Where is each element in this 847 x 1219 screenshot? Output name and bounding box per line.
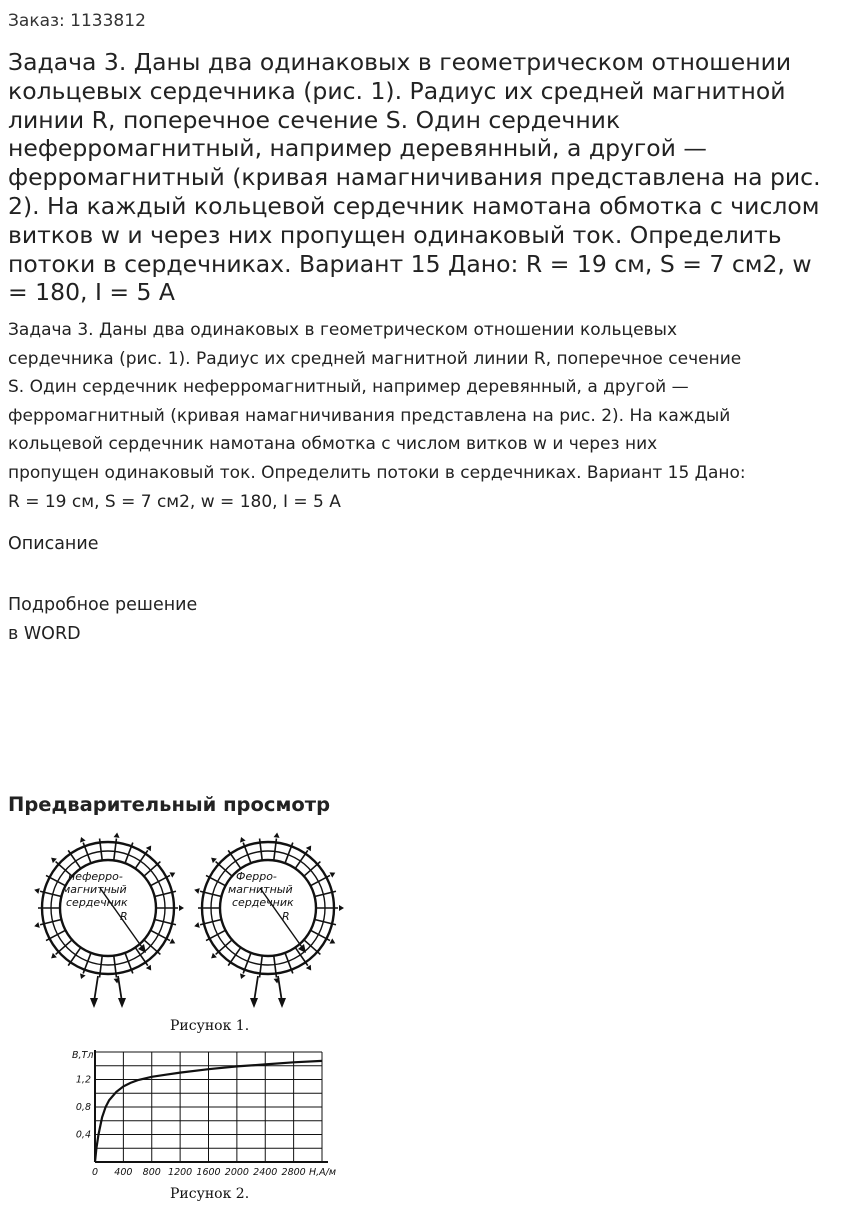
task-body-line: сердечника (рис. 1). Радиус их средней магнитной линии R, поперечное сечение (8, 348, 742, 369)
task-body-line: S. Один сердечник неферромагнитный, например деревянный, а другой — (8, 377, 689, 398)
x-axis-label: H,A/м (309, 1167, 337, 1178)
x-tick-label: 2000 (224, 1167, 249, 1178)
task-body-line: ферромагнитный (кривая намагничивания представлена на рис. 2). На каждый (8, 405, 731, 426)
x-tick-label: 1200 (168, 1167, 193, 1178)
figure-1-caption: Рисунок 1. (170, 1018, 250, 1034)
right-core-label-line: Ферро- (236, 870, 277, 883)
figure-2-caption: Рисунок 2. (170, 1186, 250, 1202)
description-line: Подробное решение (8, 595, 198, 615)
task-body-line: кольцевой сердечник намотана обмотка с числом витков w и через них (8, 434, 658, 455)
task-body-line: R = 19 см, S = 7 см2, w = 180, I = 5 А (8, 491, 341, 512)
left-core-label-line: неферро- (68, 870, 123, 883)
right-radius-label: R (282, 910, 290, 923)
y-tick-label: 1,2 (75, 1074, 91, 1086)
description-line: в WORD (8, 624, 81, 644)
task-title-line: потоки в сердечниках. Вариант 15 Дано: R = 19 см, S = 7 см2, w (8, 249, 812, 278)
task-title-line: = 180, I = 5 А (8, 278, 176, 307)
description-label: Описание (8, 534, 99, 554)
x-tick-label: 2800 (281, 1167, 306, 1178)
x-tick-label: 0 (91, 1167, 99, 1178)
task-title-line: 2). На каждый кольцевой сердечник намотана обмотка с числом (8, 191, 820, 220)
task-title-line: Задача 3. Даны два одинаковых в геометрическом отношении (8, 48, 792, 76)
y-tick-label: 0,4 (75, 1129, 91, 1141)
task-title-line: неферромагнитный, например деревянный, а другой — (8, 134, 707, 163)
task-body-line: пропущен одинаковый ток. Определить потоки в сердечниках. Вариант 15 Дано: (8, 462, 746, 483)
y-tick-label: 0,8 (75, 1102, 91, 1113)
y-axis-label: B,Тл (72, 1050, 94, 1061)
x-tick-label: 1600 (196, 1167, 221, 1178)
task-body-line: Задача 3. Даны два одинаковых в геометрическом отношении кольцевых (8, 320, 678, 340)
task-title-line: ферромагнитный (кривая намагничивания представлена на рис. (8, 163, 821, 192)
chart-axes (95, 1050, 328, 1162)
left-core-label-line: магнитный (62, 883, 127, 896)
left-radius-label: R (120, 910, 128, 923)
x-tick-label: 400 (114, 1167, 133, 1178)
task-title-line: кольцевых сердечника (рис. 1). Радиус их средней магнитной (8, 76, 786, 105)
preview-heading: Предварительный просмотр (8, 793, 331, 816)
left-core-label-line: сердечник (66, 896, 128, 909)
task-title-line: витков w и через них пропущен одинаковый ток. Определить (8, 220, 782, 249)
order-number: Заказ: 1133812 (8, 11, 146, 31)
right-core-label-line: сердечник (232, 896, 294, 909)
task-title-line: линии R, поперечное сечение S. Один сердечник (8, 105, 621, 134)
x-tick-label: 2400 (253, 1167, 278, 1178)
right-core-label-line: магнитный (228, 883, 293, 896)
x-tick-label: 800 (142, 1167, 161, 1178)
